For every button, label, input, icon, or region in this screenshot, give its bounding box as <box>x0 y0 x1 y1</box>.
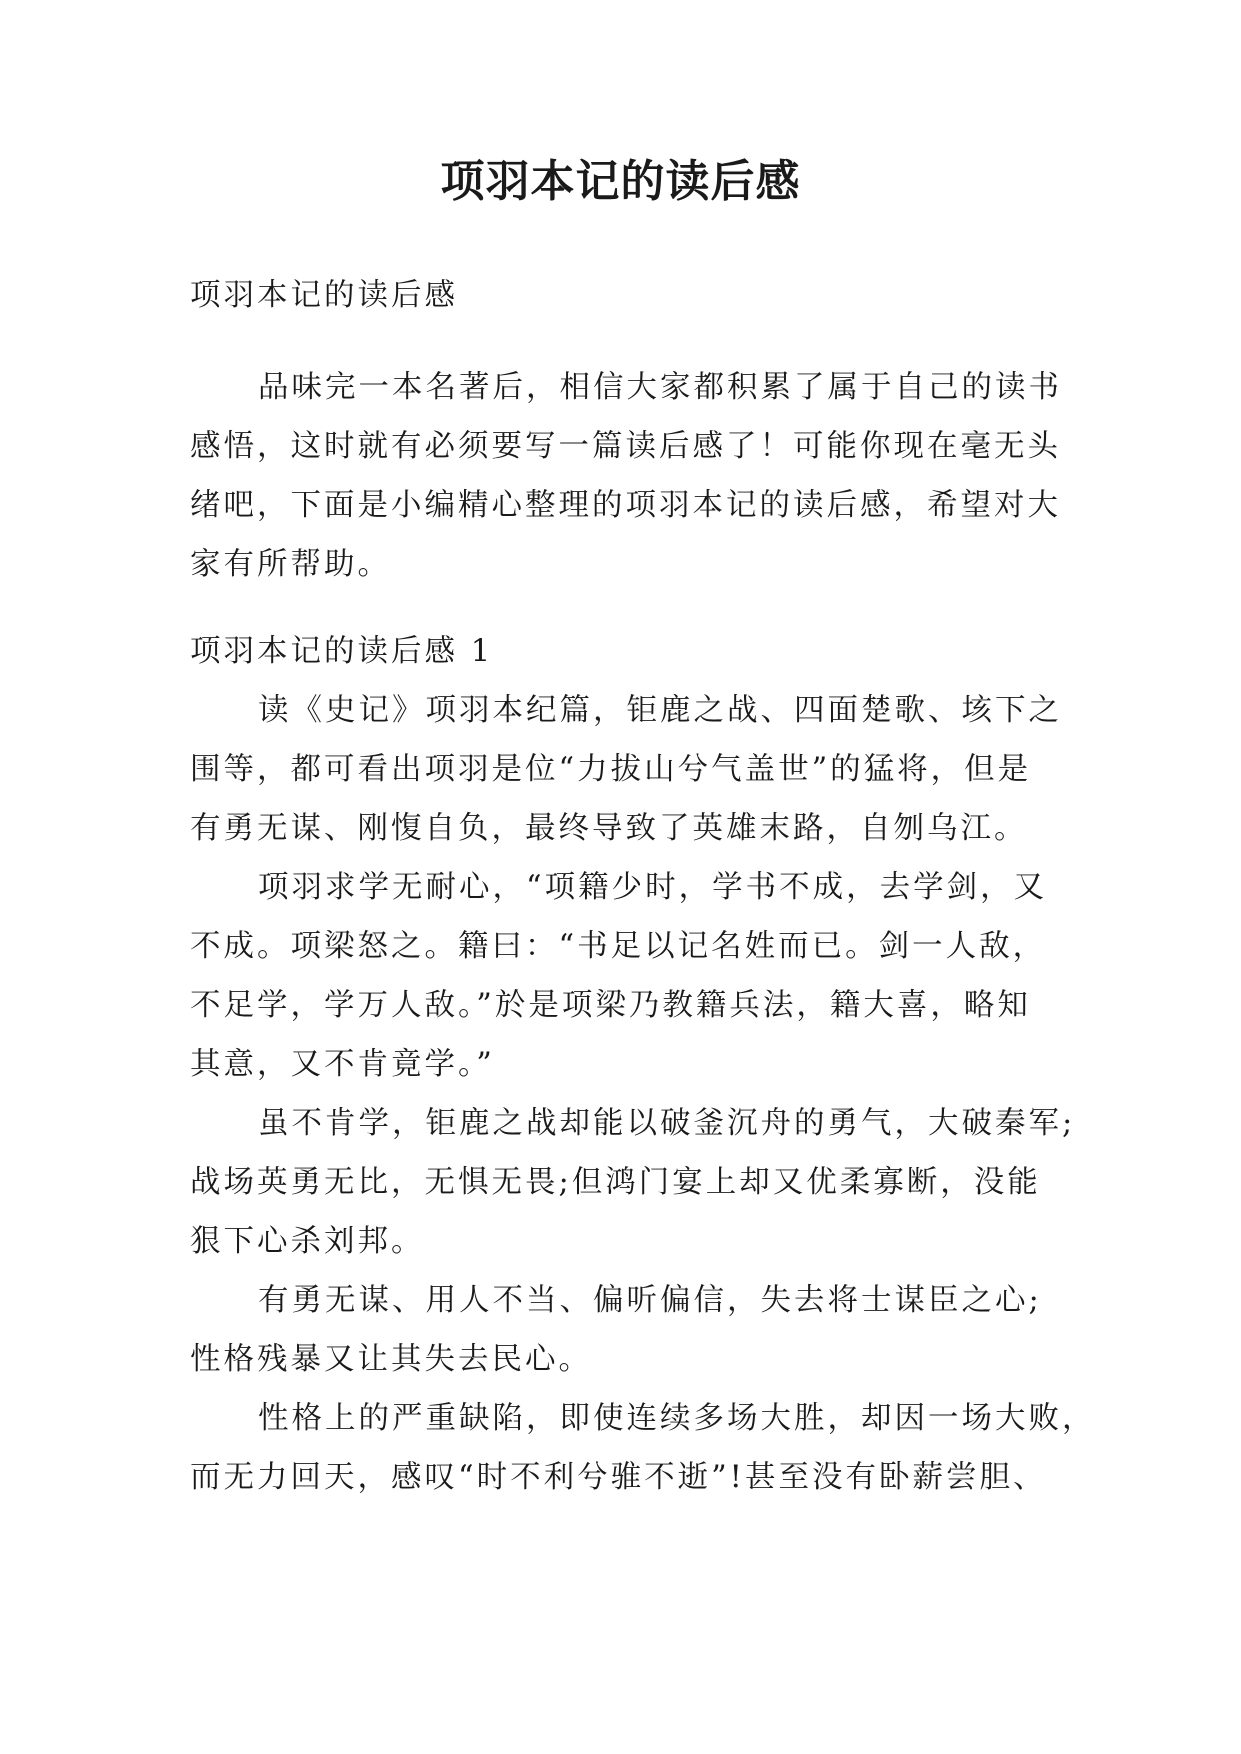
body-line: 有勇无谋、用人不当、偏听偏信，失去将士谋臣之心; <box>258 1283 1042 1318</box>
intro-line: 绪吧，下面是小编精心整理的项羽本记的读后感，希望对大 <box>190 488 1061 523</box>
body-line: 虽不肯学，钜鹿之战却能以破釜沉舟的勇气，大破秦军; <box>258 1106 1076 1141</box>
intro-line: 感悟，这时就有必须要写一篇读后感了！可能你现在毫无头 <box>190 429 1061 464</box>
body-line: 不足学，学万人敌。”於是项梁乃教籍兵法，籍大喜，略知 <box>190 988 1031 1023</box>
body-line: 读《史记》项羽本纪篇，钜鹿之战、四面楚歌、垓下之 <box>258 693 1062 728</box>
body-line: 而无力回天，感叹“时不利兮骓不逝”!甚至没有卧薪尝胆、 <box>190 1460 1047 1495</box>
body-line: 其意，又不肯竟学。” <box>190 1047 495 1082</box>
document-subtitle: 项羽本记的读后感 <box>190 278 458 313</box>
body-line: 不成。项梁怒之。籍曰：“书足以记名姓而已。剑一人敌， <box>190 929 1047 964</box>
body-line: 项羽求学无耐心，“项籍少时，学书不成，去学剑，又 <box>258 870 1048 905</box>
body-line: 战场英勇无比，无惧无畏;但鸿门宴上却又优柔寡断，没能 <box>190 1165 1041 1200</box>
section-heading: 项羽本记的读后感 1 <box>190 634 494 669</box>
intro-line: 品味完一本名著后，相信大家都积累了属于自己的读书 <box>258 370 1062 405</box>
body-line: 性格上的严重缺陷，即使连续多场大胜，却因一场大败， <box>258 1401 1096 1436</box>
body-line: 性格残暴又让其失去民心。 <box>190 1342 592 1377</box>
body-line: 围等，都可看出项羽是位“力拔山兮气盖世”的猛将，但是 <box>190 752 1032 787</box>
intro-line: 家有所帮助。 <box>190 547 391 582</box>
body-line: 狠下心杀刘邦。 <box>190 1224 425 1259</box>
body-line: 有勇无谋、刚愎自负，最终导致了英雄末路，自刎乌江。 <box>190 811 1028 846</box>
document-title: 项羽本记的读后感 <box>440 156 801 207</box>
